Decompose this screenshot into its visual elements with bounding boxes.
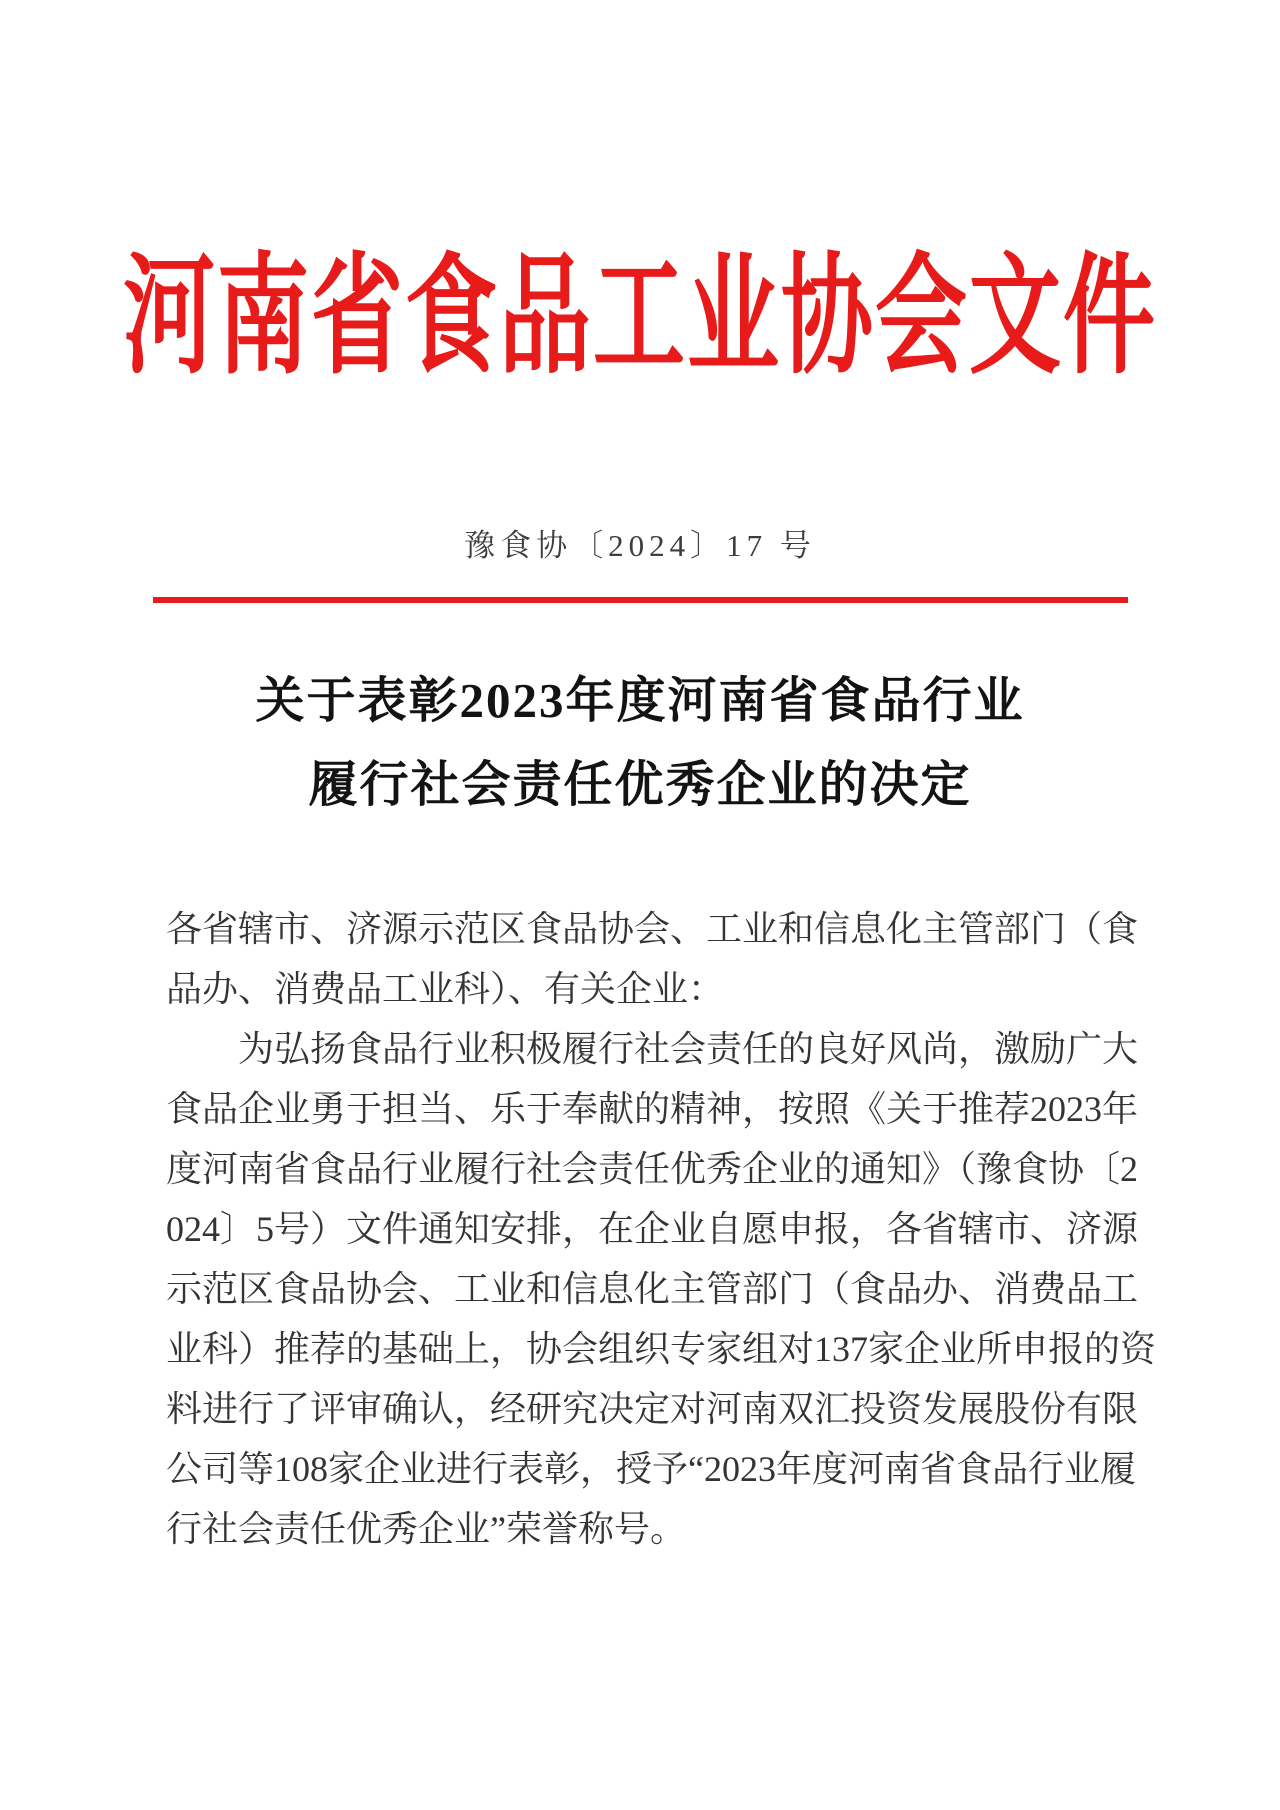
- red-header-banner: [0, 242, 1280, 392]
- doc-number: 豫食协〔2024〕17 号: [464, 528, 816, 563]
- body-line: 公司等108家企业进行表彰，授予“2023年度河南省食品行业履: [166, 1449, 1136, 1489]
- document-title-line1: 关于表彰2023年度河南省食品行业: [255, 673, 1025, 728]
- document-title: [0, 659, 1280, 827]
- body-line: 示范区食品协会、工业和信息化主管部门（食品办、消费品工: [166, 1269, 1139, 1309]
- body-line: 各省辖市、济源示范区食品协会、工业和信息化主管部门（食: [166, 909, 1139, 949]
- body-line: 度河南省食品行业履行社会责任优秀企业的通知》（豫食协〔2: [166, 1149, 1139, 1189]
- org-title: 河南省食品工业协会文件: [122, 244, 1157, 390]
- body-line: 为弘扬食品行业积极履行社会责任的良好风尚，激励广大: [238, 1029, 1139, 1069]
- body-line: 024〕5号）文件通知安排，在企业自愿申报，各省辖市、济源: [166, 1209, 1139, 1249]
- body-line: 品办、消费品工业科）、有关企业：: [166, 969, 725, 1009]
- body-line: 料进行了评审确认，经研究决定对河南双汇投资发展股份有限: [166, 1389, 1139, 1429]
- body-line: 食品企业勇于担当、乐于奉献的精神，按照《关于推荐2023年: [166, 1089, 1139, 1129]
- red-separator-line: [153, 597, 1128, 603]
- body-text: [166, 899, 1157, 1559]
- document-title-line2: 履行社会责任优秀企业的决定: [308, 757, 972, 812]
- body-line: 业科）推荐的基础上，协会组织专家组对137家企业所申报的资: [166, 1329, 1157, 1369]
- body-line: 行社会责任优秀企业”荣誉称号。: [166, 1509, 686, 1549]
